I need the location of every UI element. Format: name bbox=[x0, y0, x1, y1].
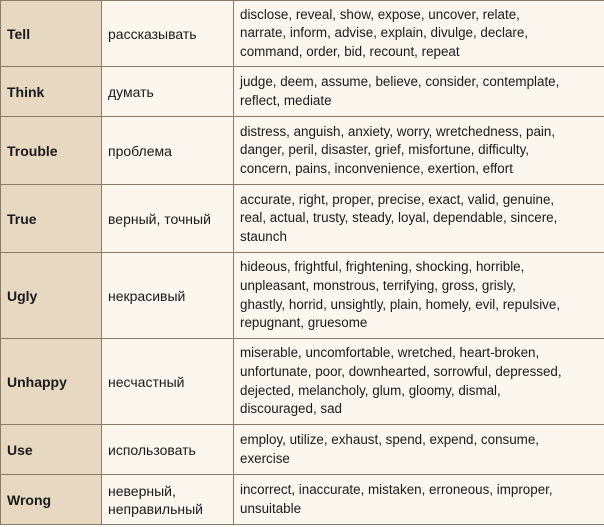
synonyms-line: disclose, reveal, show, expose, uncover, relate, bbox=[240, 6, 520, 22]
synonyms-line: danger, peril, disaster, grief, misfortune, difficulty, bbox=[240, 142, 530, 158]
synonyms-cell bbox=[234, 339, 604, 425]
word-cell: Ugly bbox=[1, 253, 102, 339]
synonyms-line: discouraged, sad bbox=[240, 401, 342, 417]
translation-line: думать bbox=[108, 83, 154, 100]
table-row bbox=[1, 67, 604, 117]
translation-cell bbox=[102, 185, 234, 253]
translation-line: некрасивый bbox=[108, 287, 186, 304]
synonyms-line: incorrect, inaccurate, mistaken, erroneous, improper, bbox=[240, 481, 553, 497]
synonyms-line: dejected, melancholy, glum, gloomy, dismal, bbox=[240, 382, 501, 398]
translation-cell bbox=[102, 339, 234, 425]
synonyms-line: unsuitable bbox=[240, 500, 302, 516]
translation-line: рассказывать bbox=[108, 25, 197, 42]
synonyms-line: staunch bbox=[240, 228, 287, 244]
translation-line: использовать bbox=[108, 441, 196, 458]
translation-cell bbox=[102, 1, 234, 67]
synonyms-cell bbox=[234, 253, 604, 339]
synonyms-cell bbox=[234, 67, 604, 117]
table-row bbox=[1, 339, 604, 425]
translation-cell bbox=[102, 475, 234, 525]
table-row bbox=[1, 475, 604, 525]
synonyms-line: command, order, bid, recount, repeat bbox=[240, 43, 460, 59]
word-cell: Unhappy bbox=[1, 339, 102, 425]
synonyms-line: unfortunate, poor, downhearted, sorrowful, depressed, bbox=[240, 363, 562, 379]
synonyms-line: employ, utilize, exhaust, spend, expend, consume, bbox=[240, 431, 539, 447]
translation-line: неправильный bbox=[108, 500, 204, 517]
synonyms-line: distress, anguish, anxiety, worry, wretchedness, pain, bbox=[240, 123, 556, 139]
word-cell: Wrong bbox=[1, 475, 102, 525]
synonyms-cell bbox=[234, 425, 604, 475]
translation-cell bbox=[102, 253, 234, 339]
translation-line: проблема bbox=[108, 142, 172, 159]
synonyms-cell bbox=[234, 475, 604, 525]
synonyms-line: judge, deem, assume, believe, consider, contemplate, bbox=[240, 73, 560, 89]
synonyms-line: real, actual, trusty, steady, loyal, dependable, sincere, bbox=[240, 210, 558, 226]
synonyms-line: narrate, inform, advise, explain, divulge, declare, bbox=[240, 25, 529, 41]
synonyms-line: ghastly, horrid, unsightly, plain, homely, evil, repulsive, bbox=[240, 296, 561, 312]
table-row bbox=[1, 117, 604, 185]
synonyms-cell bbox=[234, 185, 604, 253]
word-cell: Trouble bbox=[1, 117, 102, 185]
word-cell: Think bbox=[1, 67, 102, 117]
translation-cell bbox=[102, 117, 234, 185]
synonyms-line: hideous, frightful, frightening, shocking, horrible, bbox=[240, 259, 525, 275]
synonyms-line: concern, pains, inconvenience, exertion, effort bbox=[240, 160, 513, 176]
word-cell: Use bbox=[1, 425, 102, 475]
synonyms-line: unpleasant, monstrous, terrifying, gross, grisly, bbox=[240, 277, 516, 293]
translation-line: несчастный bbox=[108, 373, 185, 390]
synonyms-line: exercise bbox=[240, 450, 290, 466]
translation-cell bbox=[102, 425, 234, 475]
synonyms-line: repugnant, gruesome bbox=[240, 315, 368, 331]
translation-line: неверный, bbox=[108, 482, 176, 499]
synonyms-cell bbox=[234, 117, 604, 185]
synonyms-line: miserable, uncomfortable, wretched, heart-broken, bbox=[240, 345, 540, 361]
translation-line: верный, точный bbox=[108, 210, 211, 227]
table-row bbox=[1, 425, 604, 475]
table-row bbox=[1, 185, 604, 253]
word-cell: Tell bbox=[1, 1, 102, 67]
synonyms-line: accurate, right, proper, precise, exact, valid, genuine, bbox=[240, 191, 555, 207]
word-cell: True bbox=[1, 185, 102, 253]
synonyms-cell bbox=[234, 1, 604, 67]
synonyms-line: reflect, mediate bbox=[240, 92, 332, 108]
translation-cell bbox=[102, 67, 234, 117]
table-row bbox=[1, 1, 604, 67]
table-row bbox=[1, 253, 604, 339]
